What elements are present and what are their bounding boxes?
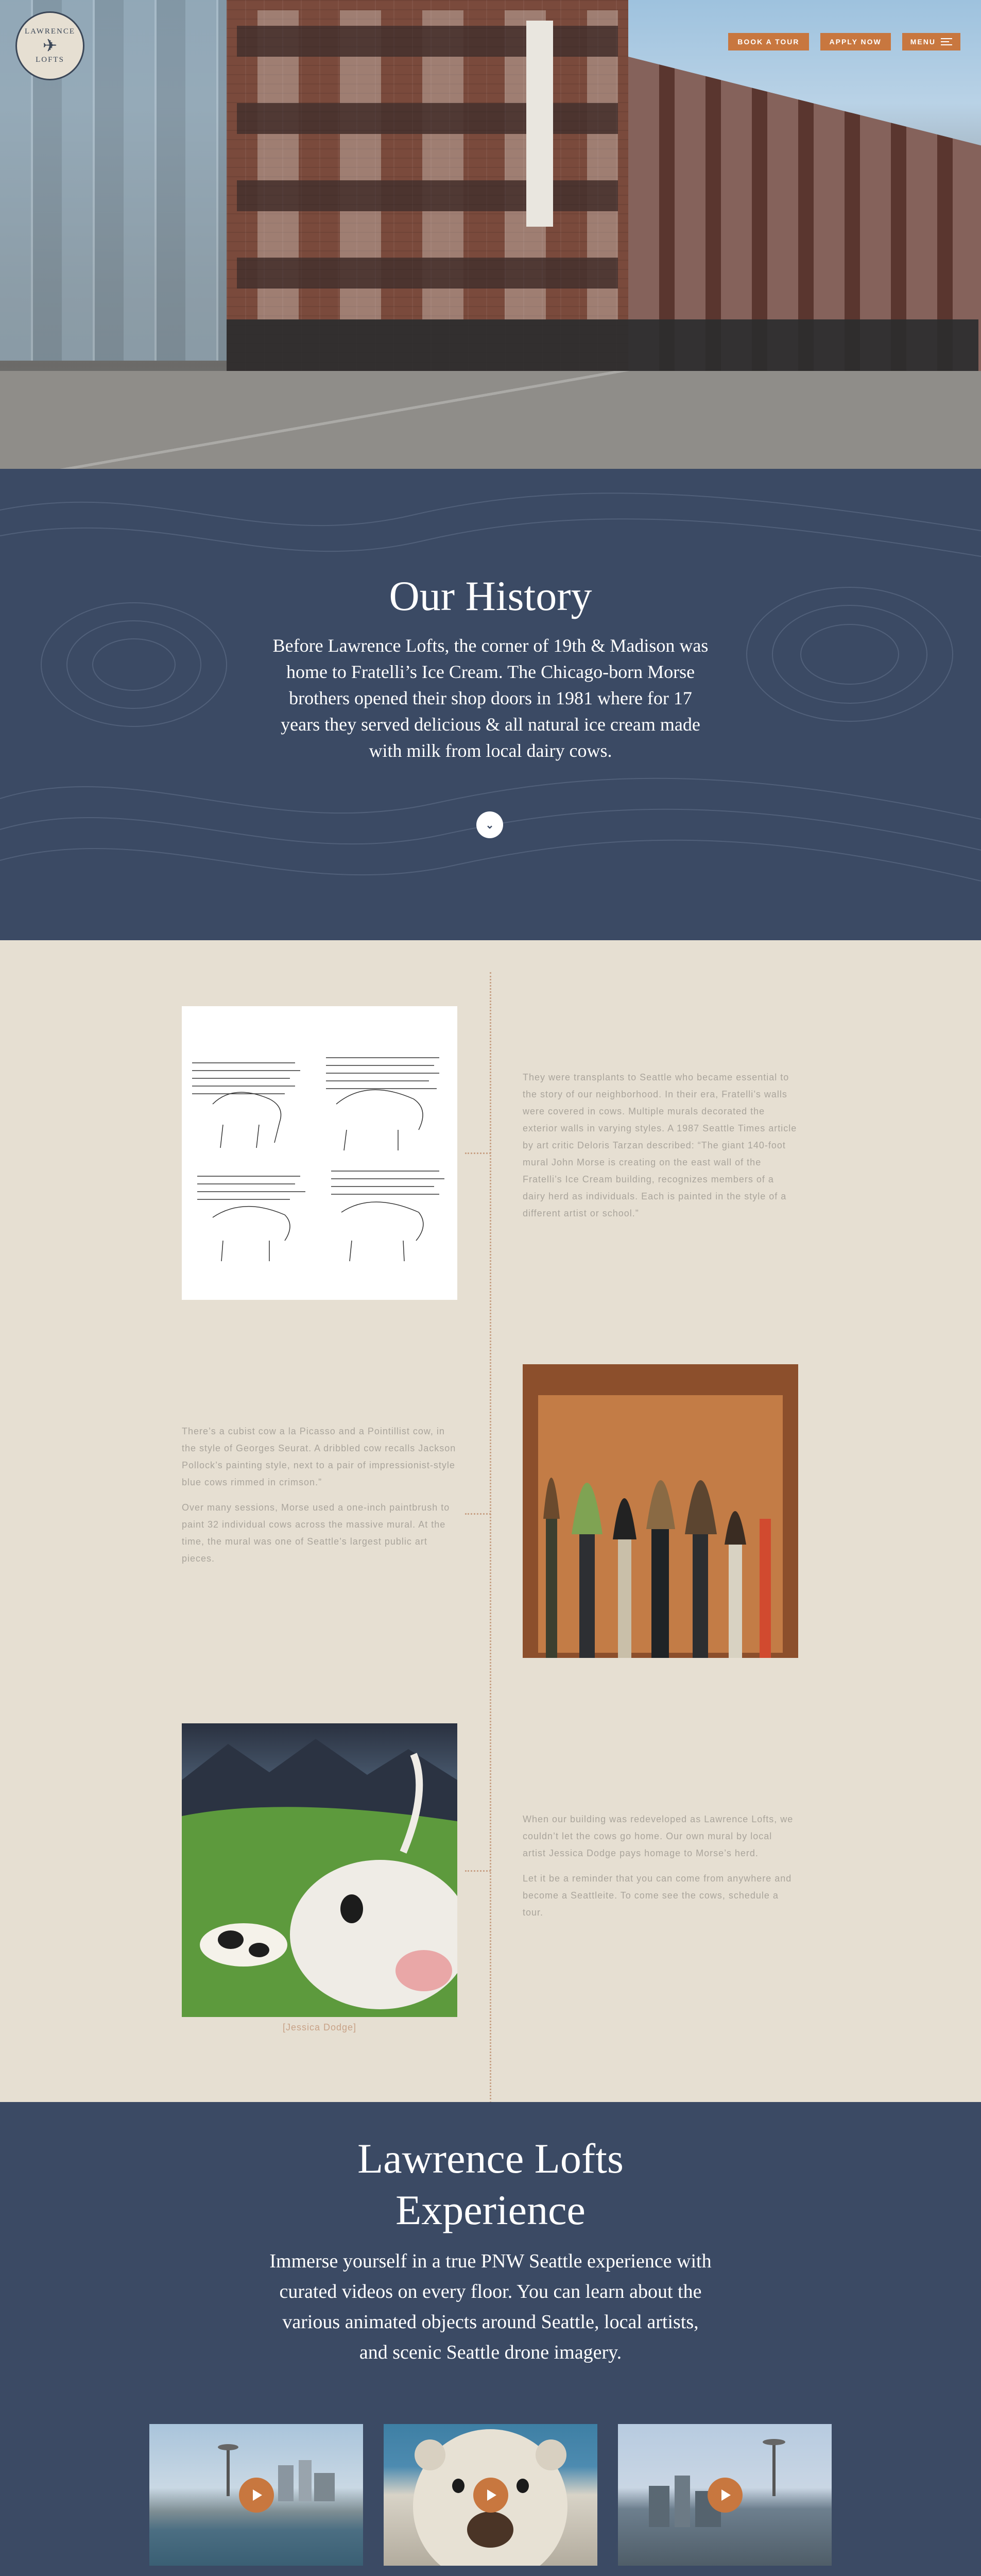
experience-lead: Immerse yourself in a true PNW Seattle experience with curated videos on every floor. You can learn about the various animated objects around Seattle, local artists, and scenic Seattle drone imagery. xyxy=(269,2250,712,2363)
history-section xyxy=(0,469,981,940)
play-icon[interactable] xyxy=(708,2478,743,2513)
video-thumbnail-skyline[interactable] xyxy=(149,2424,363,2566)
street xyxy=(0,371,981,469)
timeline-tick xyxy=(465,1513,491,1515)
paintbrushes-image xyxy=(523,1364,798,1658)
story-block-3-text-2: Let it be a reminder that you can come from anywhere and become a Seattleite. To come see the cows, schedule a tour. xyxy=(523,1873,792,1918)
video-thumbnail-drone[interactable] xyxy=(618,2424,832,2566)
chevron-down-icon: ⌄ xyxy=(485,819,494,831)
story-block-2-text-1: There’s a cubist cow a la Picasso and a Pointillist cow, in the style of Georges Seurat. A dribbled cow recalls Jackson Pollock’s painting style, next to a pair of impressionist-style blue cows rimmed in crimson.” xyxy=(182,1426,456,1487)
timeline-tick xyxy=(465,1870,491,1872)
story-block-1-text: They were transplants to Seattle who became essential to the story of our neighborhood. In their era, Fratelli’s walls were covered in cows. Multiple murals decorated the exterior walls in varying styles. A 1987 Seattle Times article by art critic Deloris Tarzan described: “The giant 140-foot mural John Morse is creating on the east wall of the Fratelli’s Ice Cream building, recognizes members of a dairy herd as individuals. Each is painted in the style of a different artist or school.” xyxy=(523,1072,797,1218)
video-thumbnail-otter[interactable] xyxy=(384,2424,597,2566)
timeline-tick xyxy=(465,1153,491,1154)
cow-mural-image xyxy=(182,1723,457,2017)
scroll-down-button[interactable] xyxy=(476,811,503,838)
experience-title-line-1: Lawrence Lofts xyxy=(357,2135,624,2182)
story-block-1 xyxy=(523,1069,798,1222)
story-block-3-text-1: When our building was redeveloped as Lawrence Lofts, we couldn’t let the cows go home. Our own mural by local artist Jessica Dodge pays homage to Morse’s herd. xyxy=(523,1814,794,1858)
menu-label: MENU xyxy=(910,38,936,46)
timeline-line xyxy=(490,972,491,2103)
logo-top-text: LAWRENCE xyxy=(24,27,76,36)
site-logo[interactable] xyxy=(15,11,84,80)
mural-caption: [Jessica Dodge] xyxy=(282,2022,357,2032)
story-block-2-text-2: Over many sessions, Morse used a one-inch paintbrush to paint 32 individual cows across the massive mural. At the time, the mural was one of Seattle’s largest public art pieces. xyxy=(182,1502,450,1564)
experience-section xyxy=(0,2102,981,2576)
story-block-3 xyxy=(523,1811,798,1921)
history-title: Our History xyxy=(389,572,592,619)
mural-sketch-image xyxy=(182,1006,457,1300)
play-icon[interactable] xyxy=(473,2478,508,2513)
book-tour-button[interactable]: BOOK A TOUR xyxy=(728,33,808,50)
experience-title xyxy=(0,2133,981,2236)
hamburger-icon xyxy=(941,38,952,45)
story-section xyxy=(0,940,981,2102)
logo-bottom-text: LOFTS xyxy=(36,56,64,64)
play-icon[interactable] xyxy=(239,2478,274,2513)
building-phone-sign xyxy=(526,21,553,227)
experience-title-line-2: Experience xyxy=(395,2187,586,2233)
history-body: Before Lawrence Lofts, the corner of 19th & Madison was home to Fratelli’s Ice Cream. The Chicago-born Morse brothers opened their shop doors in 1981 where for 17 years they served delicious & all natural ice cream made with milk from local dairy cows. xyxy=(272,635,709,761)
plane-icon: ✈ xyxy=(42,36,58,56)
apply-now-button[interactable]: APPLY NOW xyxy=(820,33,891,50)
menu-button[interactable] xyxy=(902,33,960,50)
story-block-2 xyxy=(182,1423,457,1567)
hero-photo xyxy=(0,0,981,469)
top-nav xyxy=(728,33,960,50)
